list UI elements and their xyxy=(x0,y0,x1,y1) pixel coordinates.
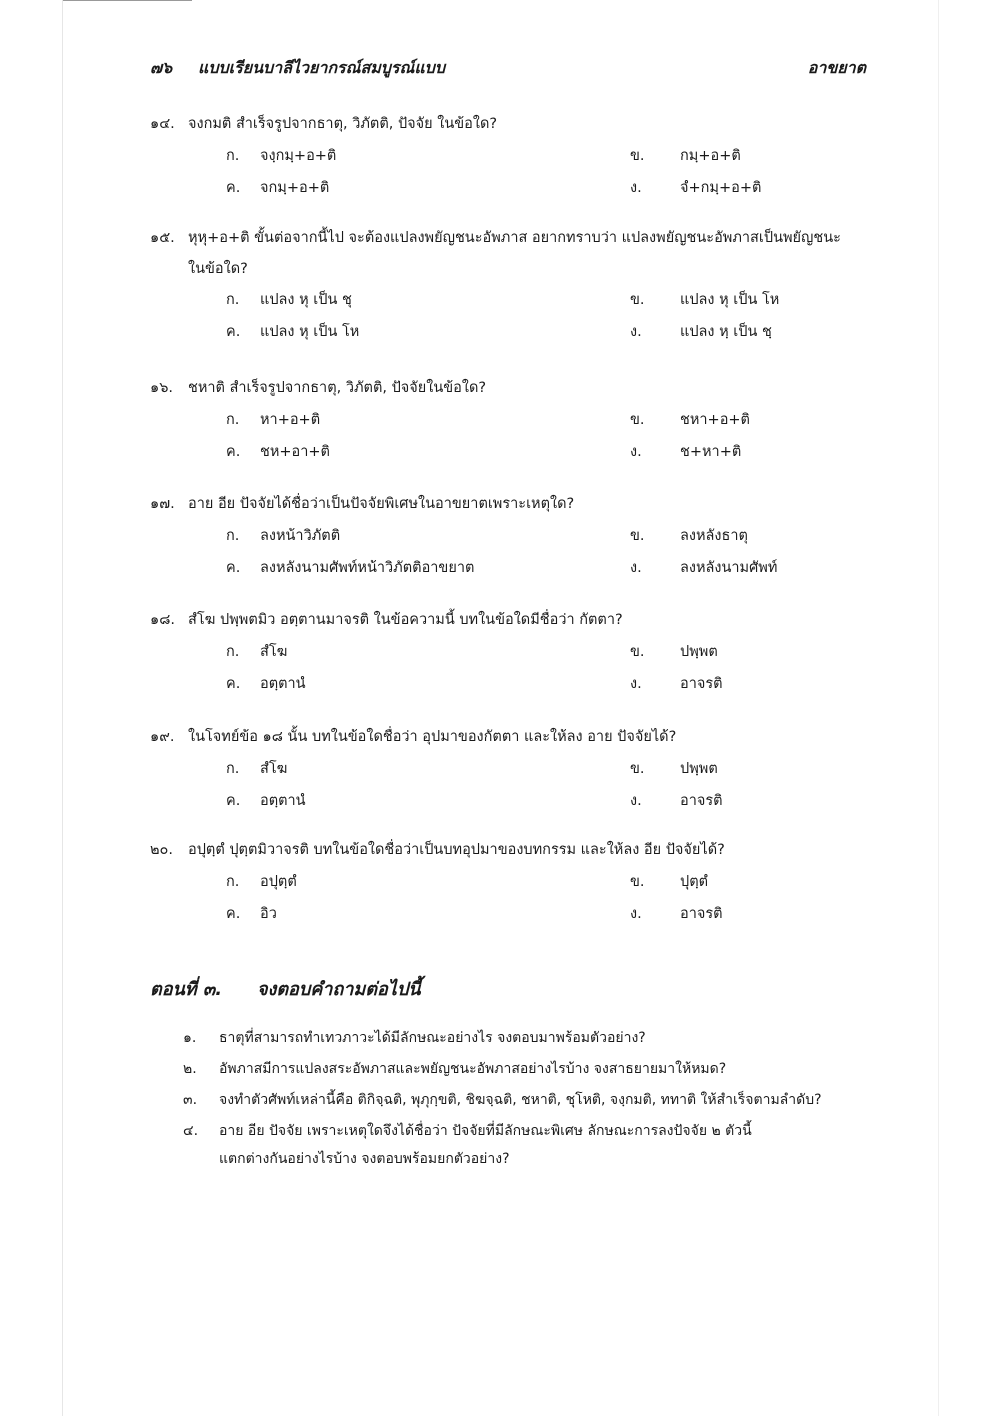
section-heading xyxy=(150,974,875,1003)
question-text: อาย อีย ปัจจัยได้ชื่อว่าเป็นปัจจัยพิเศษในอาขยาตเพราะเหตุใด? xyxy=(188,496,575,512)
question-number: ๒๐. xyxy=(150,842,174,858)
question-text: หุหุ+อ+ติ ขั้นต่อจากนี้ไป จะต้องแปลงพยัญชนะอัพภาส อยากทราบว่า แปลงพยัญชนะอัพภาสเป็นพยัญชนะ xyxy=(188,230,841,246)
essay-item xyxy=(183,1055,883,1086)
essay-item xyxy=(183,1117,883,1173)
essay-item xyxy=(183,1024,883,1055)
page-header xyxy=(150,56,866,80)
option-a[interactable]: ก. สํโฆ xyxy=(226,644,288,660)
option-c[interactable]: ค. อตฺตานํ xyxy=(226,793,306,809)
essay-number: ๔. xyxy=(183,1123,199,1139)
option-c[interactable]: ค. ชห+อา+ติ xyxy=(226,444,330,460)
question-number: ๑๙. xyxy=(150,729,175,745)
question-17 xyxy=(150,490,875,586)
option-c[interactable]: ค. อิว xyxy=(226,906,277,922)
page-number: ๗๖ xyxy=(150,58,173,77)
option-a[interactable]: ก. แปลง หุ เป็น ชุ xyxy=(226,292,352,308)
question-text: อปุตฺตํ ปุตฺตมิวาจรติ บทในข้อใดชื่อว่าเป็นบทอุปมาของบทกรรม และให้ลง อีย ปัจจัยได้? xyxy=(188,842,725,858)
scan-left-edge xyxy=(62,0,63,1416)
option-a[interactable]: ก. จงฺกมฺ+อ+ติ xyxy=(226,148,337,164)
essay-text: จงทำตัวศัพท์เหล่านี้คือ ติกิจฺฉติ, พุภุกฺขติ, ชิฆจฺฉติ, ชหาติ, ชุโหติ, จงฺกมติ, ททาติ ให้สำเร็จตามลำดับ? xyxy=(219,1092,822,1108)
section-text: จงตอบคำถามต่อไปนี้ xyxy=(257,979,421,1000)
option-a[interactable]: ก. หา+อ+ติ xyxy=(226,412,321,428)
section-label: ตอนที่ ๓. xyxy=(150,979,223,1000)
question-text: จงกมติ สำเร็จรูปจากธาตุ, วิภัตติ, ปัจจัย ในข้อใด? xyxy=(188,116,498,132)
essay-number: ๑. xyxy=(183,1030,197,1046)
essay-item xyxy=(183,1086,883,1117)
essay-text: อาย อีย ปัจจัย เพราะเหตุใดจึงได้ชื่อว่า ปัจจัยที่มีลักษณะพิเศษ ลักษณะการลงปัจจัย ๒ ตัวนี้ xyxy=(219,1123,752,1139)
option-c[interactable]: ค. อตฺตานํ xyxy=(226,676,306,692)
option-b[interactable]: ข. ลงหลังธาตุ xyxy=(630,528,748,544)
options xyxy=(150,522,875,586)
option-d[interactable]: ง. อาจรติ xyxy=(630,793,723,809)
options xyxy=(150,638,875,702)
question-text-continued: ในข้อใด? xyxy=(188,261,248,277)
option-d[interactable]: ง. อาจรติ xyxy=(630,676,723,692)
question-15 xyxy=(150,224,875,350)
question-text: สํโฆ ปพฺพตมิว อตฺตานมาจรติ ในข้อความนี้ บทในข้อใดมีชื่อว่า กัตตา? xyxy=(188,612,623,628)
book-title: แบบเรียนบาลีไวยากรณ์สมบูรณ์แบบ xyxy=(198,58,445,77)
option-d[interactable]: ง. ช+หา+ติ xyxy=(630,444,742,460)
options xyxy=(150,755,875,819)
options xyxy=(150,286,875,350)
option-d[interactable]: ง. แปลง หฺ เป็น ชฺ xyxy=(630,324,772,340)
option-d[interactable]: ง. ลงหลังนามศัพท์ xyxy=(630,560,778,576)
scan-right-edge xyxy=(938,0,939,1416)
question-18 xyxy=(150,606,875,702)
option-a[interactable]: ก. สํโฆ xyxy=(226,761,288,777)
question-text: ในโจทย์ข้อ ๑๘ นั้น บทในข้อใดชื่อว่า อุปมาของกัตตา และให้ลง อาย ปัจจัยได้? xyxy=(188,729,677,745)
question-number: ๑๕. xyxy=(150,230,175,246)
option-c[interactable]: ค. จกมฺ+อ+ติ xyxy=(226,180,330,196)
question-number: ๑๖. xyxy=(150,380,174,396)
scan-top-line xyxy=(62,0,192,1)
question-19 xyxy=(150,723,875,819)
option-b[interactable]: ข. ชหา+อ+ติ xyxy=(630,412,750,428)
essay-text: อัพภาสมีการแปลงสระอัพภาสและพยัญชนะอัพภาสอย่างไรบ้าง จงสาธยายมาให้หมด? xyxy=(219,1061,727,1077)
option-b[interactable]: ข. ปุตฺตํ xyxy=(630,874,709,890)
question-14 xyxy=(150,110,875,206)
option-d[interactable]: ง. อาจรติ xyxy=(630,906,723,922)
essay-text: ธาตุที่สามารถทำเทวภาวะได้มีลักษณะอย่างไร จงตอบมาพร้อมตัวอย่าง? xyxy=(219,1030,646,1046)
option-a[interactable]: ก. อปุตฺตํ xyxy=(226,874,297,890)
option-b[interactable]: ข. ปพฺพต xyxy=(630,761,718,777)
option-b[interactable]: ข. ปพฺพต xyxy=(630,644,718,660)
options xyxy=(150,142,875,206)
option-b[interactable]: ข. แปลง หุ เป็น โห xyxy=(630,292,780,308)
question-number: ๑๘. xyxy=(150,612,175,628)
options xyxy=(150,406,875,470)
option-d[interactable]: ง. จํ+กมฺ+อ+ติ xyxy=(630,180,762,196)
question-number: ๑๗. xyxy=(150,496,175,512)
chapter-title: อาขยาต xyxy=(807,58,866,77)
essay-number: ๓. xyxy=(183,1092,198,1108)
question-16 xyxy=(150,374,875,470)
options xyxy=(150,868,875,932)
question-number: ๑๔. xyxy=(150,116,175,132)
option-c[interactable]: ค. แปลง หุ เป็น โห xyxy=(226,324,360,340)
option-c[interactable]: ค. ลงหลังนามศัพท์หน้าวิภัตติอาขยาต xyxy=(226,560,475,576)
essay-number: ๒. xyxy=(183,1061,197,1077)
option-a[interactable]: ก. ลงหน้าวิภัตติ xyxy=(226,528,341,544)
question-text: ชหาติ สำเร็จรูปจากธาตุ, วิภัตติ, ปัจจัยในข้อใด? xyxy=(188,380,487,396)
essay-questions xyxy=(183,1024,883,1173)
essay-text-continued: แตกต่างกันอย่างไรบ้าง จงตอบพร้อมยกตัวอย่าง? xyxy=(219,1151,510,1167)
option-b[interactable]: ข. กมฺ+อ+ติ xyxy=(630,148,741,164)
question-20 xyxy=(150,836,875,932)
